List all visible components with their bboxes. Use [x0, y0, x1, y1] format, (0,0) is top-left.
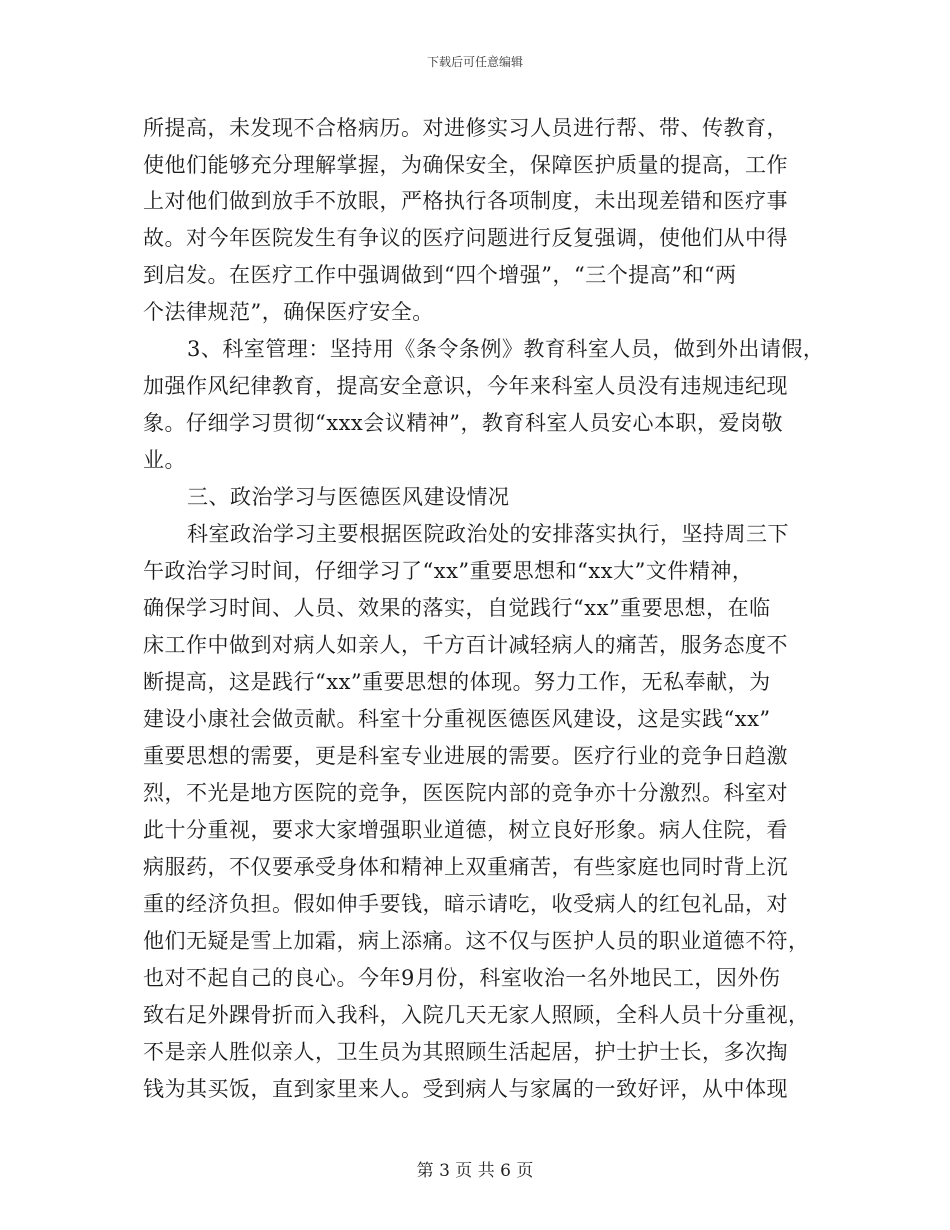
body-line: 病服药，不仅要承受身体和精神上双重痛苦，有些家庭也同时背上沉 — [143, 855, 788, 879]
body-line: 此十分重视，要求大家增强职业道德，树立良好形象。病人住院，看 — [143, 818, 788, 842]
page-header: 下载后可任意编辑 — [426, 55, 523, 69]
body-line: 上对他们做到放手不放眼，严格执行各项制度，未出现差错和医疗事 — [143, 189, 788, 213]
body-line: 断提高，这是践行“xx”重要思想的体现。努力工作，无私奉献，为 — [143, 670, 771, 694]
body-line: 所提高，未发现不合格病历。对进修实习人员进行帮、带、传教育， — [143, 116, 788, 140]
body-line: 确保学习时间、人员、效果的落实，自觉践行“xx”重要思想，在临 — [143, 596, 771, 620]
paragraph-start-line: 科室政治学习主要根据医院政治处的安排落实执行，坚持周三下 — [187, 522, 789, 546]
body-line: 象。仔细学习贯彻“xxx会议精神”，教育科室人员安心本职，爱岗敬 — [143, 411, 783, 435]
body-line: 床工作中做到对病人如亲人，千方百计减轻病人的痛苦，服务态度不 — [143, 633, 788, 657]
section-heading: 三、政治学习与医德医风建设情况 — [187, 485, 510, 509]
body-line: 钱为其买饭，直到家里来人。受到病人与家属的一致好评，从中体现 — [143, 1077, 788, 1101]
paragraph-start-line: 3、科室管理：坚持用《条令条例》教育科室人员，做到外出请假， — [187, 337, 825, 361]
body-line: 建设小康社会做贡献。科室十分重视医德医风建设，这是实践“xx” — [143, 707, 771, 731]
body-line: 业。 — [143, 448, 186, 472]
body-line: 不是亲人胜似亲人，卫生员为其照顾生活起居，护士护士长，多次掏 — [143, 1040, 788, 1064]
body-line: 重要思想的需要，更是科室专业进展的需要。医疗行业的竞争日趋激 — [143, 744, 788, 768]
body-line: 使他们能够充分理解掌握，为确保安全，保障医护质量的提高，工作 — [143, 153, 788, 177]
body-line: 重的经济负担。假如伸手要钱，暗示请吃，收受病人的红包礼品，对 — [143, 892, 788, 916]
page-footer: 第 3 页 共 6 页 — [416, 1161, 534, 1181]
body-line: 故。对今年医院发生有争议的医疗问题进行反复强调，使他们从中得 — [143, 226, 788, 250]
body-line: 到启发。在医疗工作中强调做到“四个增强”，“三个提高”和“两 — [143, 263, 737, 287]
body-line: 烈，不光是地方医院的竞争，医医院内部的竞争亦十分激烈。科室对 — [143, 781, 788, 805]
body-line: 午政治学习时间，仔细学习了“xx”重要思想和“xx大”文件精神， — [143, 559, 754, 583]
body-line: 致右足外踝骨折而入我科，入院几天无家人照顾，全科人员十分重视， — [143, 1003, 810, 1027]
body-line: 也对不起自己的良心。今年9月份，科室收治一名外地民工，因外伤 — [143, 966, 781, 990]
body-line: 他们无疑是雪上加霜，病上添痛。这不仅与医护人员的职业道德不符， — [143, 929, 810, 953]
body-line: 个法律规范”，确保医疗安全。 — [143, 300, 434, 324]
body-line: 加强作风纪律教育，提高安全意识，今年来科室人员没有违规违纪现 — [143, 374, 788, 398]
